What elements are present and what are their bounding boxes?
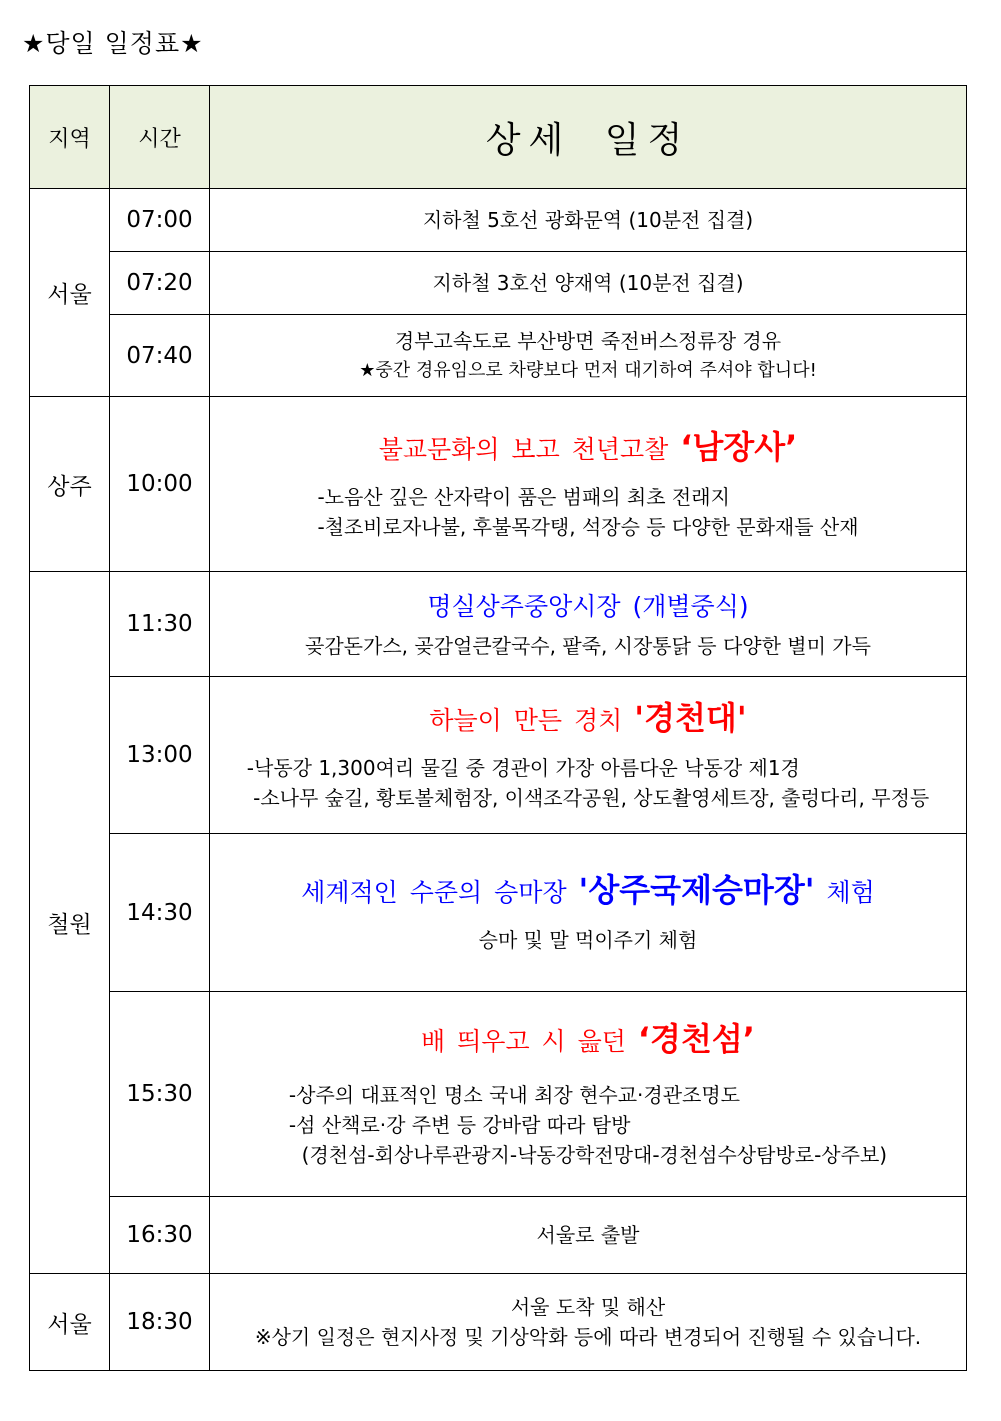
detail-headline	[210, 1019, 966, 1062]
detail-cell	[210, 189, 967, 252]
headline-suffix: 체험	[814, 878, 875, 907]
headline-text: 하늘이 만든 경치	[429, 705, 635, 735]
schedule-row	[30, 834, 967, 992]
time-cell: 14:30	[110, 834, 210, 992]
detail-line: 경부고속도로 부산방면 죽전버스정류장 경유	[394, 328, 782, 353]
schedule-row	[30, 397, 967, 572]
time-cell: 07:20	[110, 252, 210, 315]
region-cell: 상주	[30, 397, 110, 572]
bullet-line: (경천섬-회상나루관광지-낙동강학전망대-경천섬수상탐방로-상주보)	[288, 1142, 888, 1167]
detail-line: 서울로 출발	[536, 1223, 640, 1247]
time-cell: 07:00	[110, 189, 210, 252]
schedule-row	[30, 252, 967, 315]
place-name: ‘경천섬’	[637, 1019, 755, 1058]
detail-cell	[210, 834, 967, 992]
detail-line: 곶감돈가스, 곶감얼큰칼국수, 팥죽, 시장통닭 등 다양한 별미 가득	[305, 634, 871, 658]
headline-text: 불교문화의 보고 천년고찰	[378, 434, 681, 464]
time-cell: 15:30	[110, 992, 210, 1197]
header-detail: 상세 일정	[210, 86, 967, 189]
place-name: '상주국제승마장'	[578, 871, 815, 909]
detail-bullets	[317, 482, 858, 542]
detail-cell	[210, 677, 967, 834]
detail-line: 지하철 5호선 광화문역 (10분전 집결)	[422, 208, 754, 232]
header-row	[30, 86, 967, 189]
detail-cell	[210, 315, 967, 397]
place-name: ‘남장사’	[680, 427, 798, 466]
schedule-row	[30, 572, 967, 677]
time-cell: 18:30	[110, 1274, 210, 1371]
detail-cell	[210, 572, 967, 677]
schedule-row	[30, 677, 967, 834]
detail-cell	[210, 992, 967, 1197]
schedule-row	[30, 315, 967, 397]
detail-line: 승마 및 말 먹이주기 체험	[478, 928, 698, 952]
page-title: ★당일 일정표★	[22, 29, 204, 58]
header-region: 지역	[30, 86, 110, 189]
header-time: 시간	[110, 86, 210, 189]
bullet-line: -낙동강 1,300여리 물길 중 경관이 가장 아름다운 낙동강 제1경	[246, 755, 800, 780]
schedule-row	[30, 1197, 967, 1274]
bullet-line: -상주의 대표적인 명소 국내 최장 현수교·경관조명도	[288, 1082, 741, 1107]
time-cell: 07:40	[110, 315, 210, 397]
headline-text: 세계적인 수준의 승마장	[301, 878, 579, 907]
time-cell: 10:00	[110, 397, 210, 572]
time-cell: 16:30	[110, 1197, 210, 1274]
detail-cell	[210, 252, 967, 315]
detail-note: ※상기 일정은 현지사정 및 기상악화 등에 따라 변경되어 진행될 수 있습니다.	[254, 1325, 922, 1349]
time-cell: 11:30	[110, 572, 210, 677]
detail-bullets	[247, 753, 929, 813]
schedule-row	[30, 189, 967, 252]
bullet-line: -철조비로자나불, 후불목각탱, 석장승 등 다양한 문화재들 산재	[317, 514, 859, 539]
detail-headline	[210, 698, 966, 741]
detail-headline	[210, 870, 966, 913]
bullet-line: -소나무 숲길, 황토볼체험장, 이색조각공원, 상도촬영세트장, 출렁다리, 무정등	[246, 785, 930, 810]
region-cell: 서울	[30, 189, 110, 397]
detail-note: ★중간 경유임으로 차량보다 먼저 대기하여 주셔야 합니다!	[359, 359, 817, 381]
region-cell: 철원	[30, 572, 110, 1274]
schedule-table	[29, 85, 967, 1371]
detail-cell	[210, 397, 967, 572]
region-cell: 서울	[30, 1274, 110, 1371]
place-name: '경천대'	[634, 698, 747, 737]
bullet-line: -노음산 깊은 산자락이 품은 범패의 최초 전래지	[317, 484, 730, 509]
detail-headline: 명실상주중앙시장 (개별중식)	[427, 592, 749, 621]
detail-line: 서울 도착 및 해산	[510, 1295, 666, 1319]
time-cell: 13:00	[110, 677, 210, 834]
detail-headline	[210, 427, 966, 470]
detail-cell	[210, 1274, 967, 1371]
detail-cell	[210, 1197, 967, 1274]
detail-line: 지하철 3호선 양재역 (10분전 집결)	[432, 271, 744, 295]
headline-text: 배 띄우고 시 읊던	[421, 1026, 638, 1056]
schedule-row	[30, 992, 967, 1197]
bullet-line: -섬 산책로·강 주변 등 강바람 따라 탐방	[288, 1112, 631, 1137]
detail-bullets	[289, 1080, 887, 1170]
schedule-row	[30, 1274, 967, 1371]
